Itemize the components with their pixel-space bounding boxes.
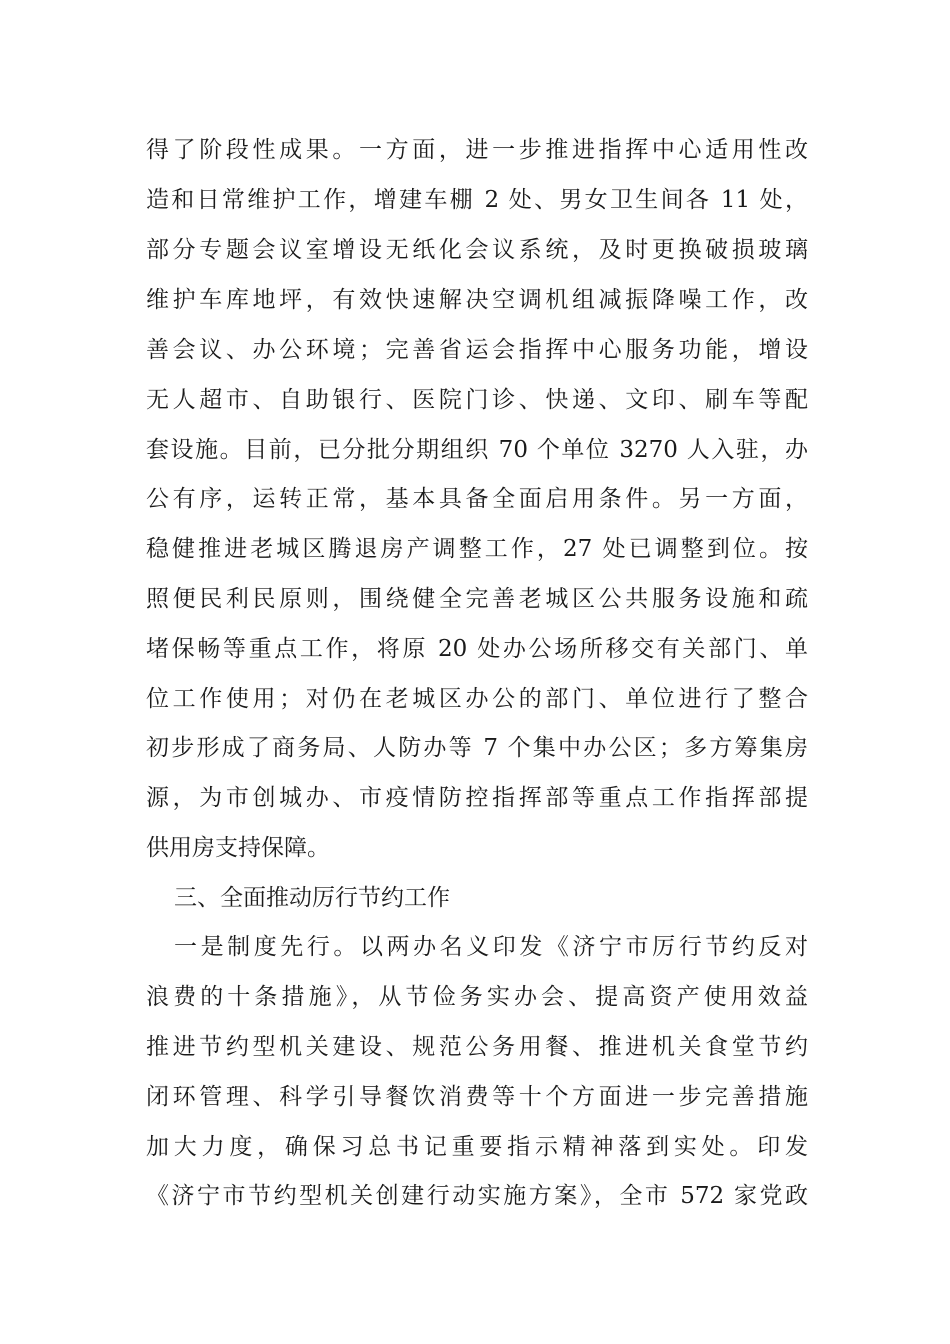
- text-line: 闭环管理、科学引导餐饮消费等十个方面进一步完善措施: [146, 1084, 808, 1110]
- text-line: 位工作使用；对仍在老城区办公的部门、单位进行了整合: [146, 686, 808, 712]
- text-line: 公有序，运转正常，基本具备全面启用条件。另一方面，: [146, 486, 808, 512]
- text-line: 堵保畅等重点工作，将原 20 处办公场所移交有关部门、单: [146, 636, 808, 662]
- text-line: 稳健推进老城区腾退房产调整工作，27 处已调整到位。按: [146, 536, 808, 562]
- text-line: 得了阶段性成果。一方面，进一步推进指挥中心适用性改: [146, 137, 808, 163]
- text-line: 加大力度，确保习总书记重要指示精神落到实处。印发: [146, 1134, 808, 1160]
- text-line: 无人超市、自助银行、医院门诊、快递、文印、刷车等配: [146, 387, 808, 413]
- paragraph-start-line: 一是制度先行。以两办名义印发《济宁市厉行节约反对: [174, 934, 808, 960]
- text-line: 浪费的十条措施》，从节俭务实办会、提高资产使用效益: [146, 984, 808, 1010]
- section-heading: 三、全面推动厉行节约工作: [174, 885, 450, 911]
- text-line: 善会议、办公环境；完善省运会指挥中心服务功能，增设: [146, 337, 808, 363]
- text-line: 维护车库地坪，有效快速解决空调机组减振降噪工作，改: [146, 287, 808, 313]
- text-line: 《济宁市节约型机关创建行动实施方案》，全市 572 家党政: [146, 1183, 808, 1209]
- text-line: 造和日常维护工作，增建车棚 2 处、男女卫生间各 11 处，: [146, 187, 808, 213]
- text-line: 初步形成了商务局、人防办等 7 个集中办公区；多方筹集房: [146, 735, 808, 761]
- text-line: 套设施。目前，已分批分期组织 70 个单位 3270 人入驻，办: [146, 437, 808, 463]
- text-line: 照便民利民原则，围绕健全完善老城区公共服务设施和疏: [146, 586, 808, 612]
- text-line: 推进节约型机关建设、规范公务用餐、推进机关食堂节约: [146, 1034, 808, 1060]
- text-line: 供用房支持保障。: [146, 835, 330, 861]
- text-line: 部分专题会议室增设无纸化会议系统，及时更换破损玻璃: [146, 237, 808, 263]
- text-line: 源，为市创城办、市疫情防控指挥部等重点工作指挥部提: [146, 785, 808, 811]
